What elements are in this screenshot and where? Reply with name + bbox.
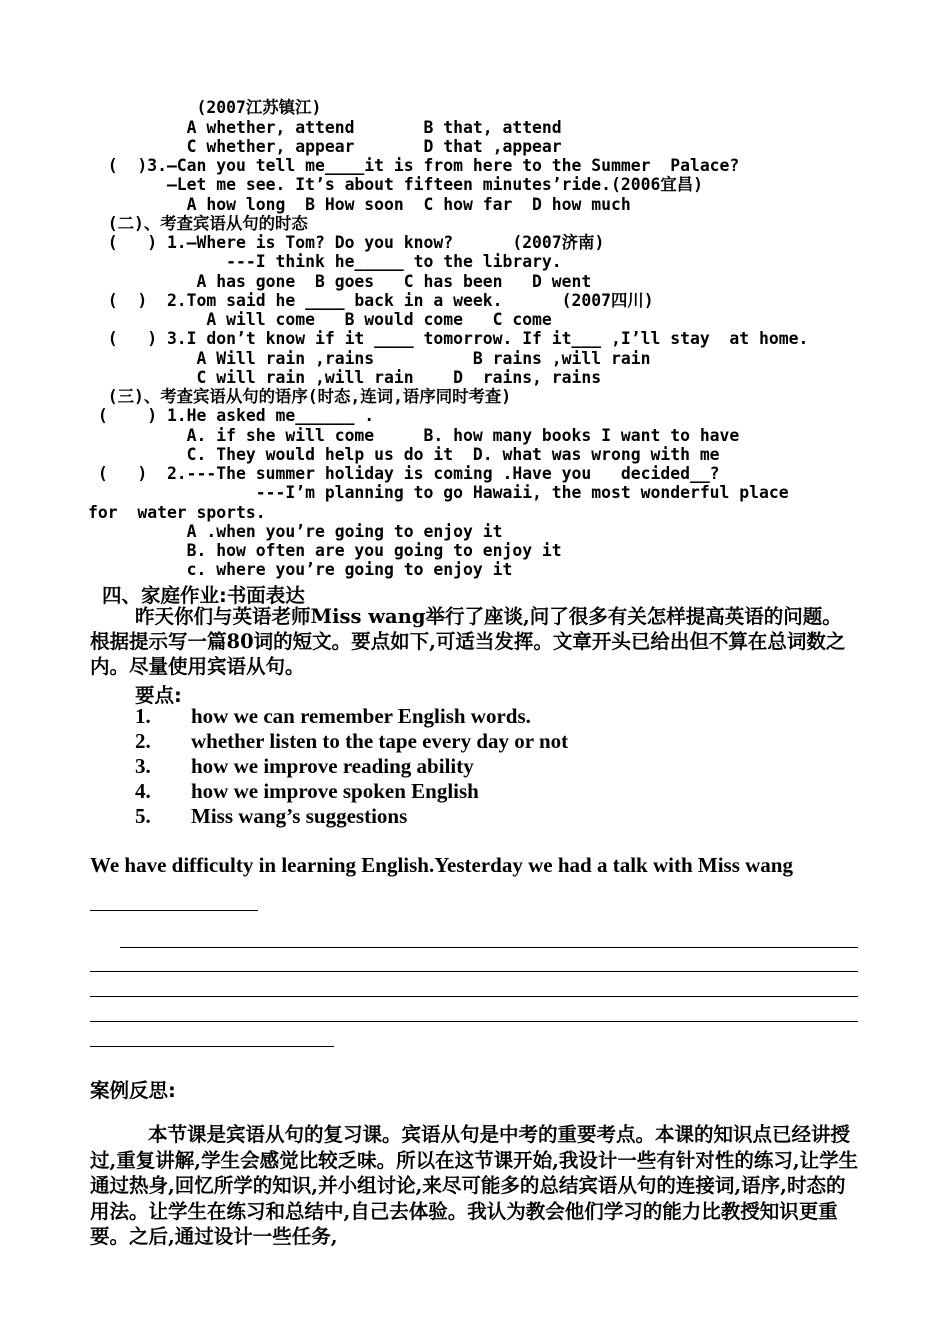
exercise-line: ( ) 2.Tom said he ____ back in a week. (2007四川) — [88, 291, 654, 310]
writing-line — [90, 1021, 858, 1022]
exercise-line: ( ) 3.I don’t know if it ____ tomorrow. If it___ ,I’ll stay at home. — [88, 329, 809, 348]
exercise-line: (2007江苏镇江) — [88, 98, 322, 117]
writing-line — [90, 910, 258, 911]
writing-line — [90, 996, 858, 997]
exercise-line: ---I think he_____ to the library. — [88, 252, 562, 271]
point-text: whether listen to the tape every day or not — [191, 729, 569, 753]
point-number: 2. — [135, 729, 151, 753]
exercise-line: C whether, appear D that ,appear — [88, 137, 562, 156]
exercise-line: C. They would help us do it D. what was wrong with me — [88, 445, 720, 464]
point-text: how we improve reading ability — [191, 754, 474, 778]
points-label: 要点: — [135, 684, 182, 707]
exercise-line: ---I’m planning to go Hawaii, the most wonderful place — [88, 483, 789, 502]
exercise-line: C will rain ,will rain D rains, rains — [88, 368, 602, 387]
writing-line — [120, 947, 858, 948]
exercise-line: A. if she will come B. how many books I want to have — [88, 426, 740, 445]
exercise-line: ( ) 2.---The summer holiday is coming .Have you decided__? — [88, 464, 720, 483]
point-number: 4. — [135, 779, 151, 803]
homework-intro: 昨天你们与英语老师Miss wang举行了座谈,问了很多有关怎样提高英语的问题。根据提示写一篇80词的短文。要点如下,可适当发挥。文章开头已给出但不算在总词数之内。尽量使用宾语从句。 — [90, 605, 846, 678]
point-text: how we can remember English words. — [191, 704, 531, 728]
reflection-body: 本节课是宾语从句的复习课。宾语从句是中考的重要考点。本课的知识点已经讲授过,重复讲解,学生会感觉比较乏味。所以在这节课开始,我设计一些有针对性的练习,让学生通过热身,回忆所学的知识,并小组讨论,来尽可能多的总结宾语从句的连接词,语序,时态的用法。让学生在练习和总结中,自己去体验。我认为教会他们学习的能力比教授知识更重要。之后,通过设计一些任务, — [90, 1123, 859, 1248]
exercise-line: c. where you’re going to enjoy it — [88, 560, 513, 579]
essay-opening: We have difficulty in learning English.Yesterday we had a talk with Miss wang — [90, 853, 793, 877]
point-number: 1. — [135, 704, 151, 728]
exercise-line: A Will rain ,rains B rains ,will rain — [88, 349, 651, 368]
exercise-line: for water sports. — [88, 503, 266, 522]
exercise-line: ( ) 1.—Where is Tom? Do you know? (2007济南) — [88, 233, 605, 252]
section-heading: (二)、考查宾语从句的时态 — [88, 214, 308, 233]
exercise-line: —Let me see. It’s about fifteen minutes’ride.(2006宜昌) — [88, 175, 703, 194]
point-number: 5. — [135, 804, 151, 828]
point-text: how we improve spoken English — [191, 779, 479, 803]
exercise-block — [0, 0, 950, 579]
exercise-line: A whether, attend B that, attend — [88, 118, 562, 137]
exercise-line: ( )3.—Can you tell me____it is from here to the Summer Palace? — [88, 156, 740, 175]
reflection-heading: 案例反思: — [90, 1079, 176, 1102]
writing-line — [90, 971, 858, 972]
section-heading: (三)、考查宾语从句的语序(时态,连词,语序同时考查) — [88, 387, 512, 406]
exercise-line: B. how often are you going to enjoy it — [88, 541, 562, 560]
exercise-line: A will come B would come C come — [88, 310, 552, 329]
writing-line — [90, 1046, 334, 1047]
homework-heading: 四、家庭作业:书面表达 — [102, 584, 305, 607]
point-text: Miss wang’s suggestions — [191, 804, 408, 828]
exercise-line: A .when you’re going to enjoy it — [88, 522, 503, 541]
exercise-line: ( ) 1.He asked me______ . — [88, 406, 375, 425]
point-number: 3. — [135, 754, 151, 778]
exercise-line: A how long B How soon C how far D how much — [88, 195, 631, 214]
exercise-line: A has gone B goes C has been D went — [88, 272, 592, 291]
